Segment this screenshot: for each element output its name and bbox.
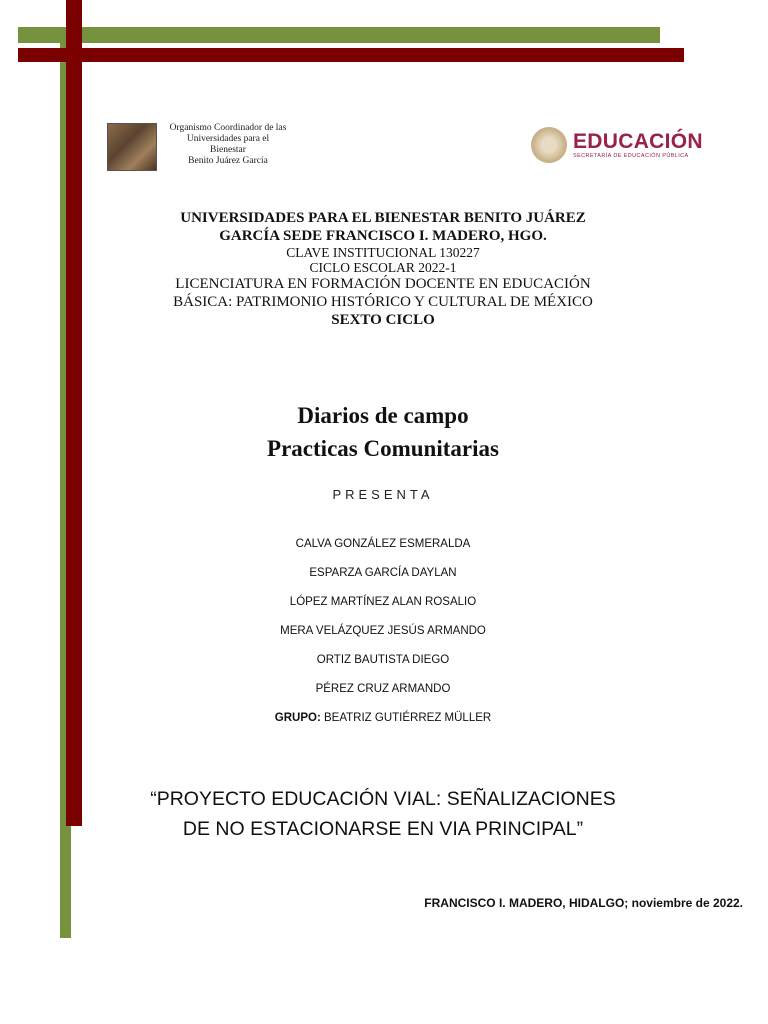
student-name: CALVA GONZÁLEZ ESMERALDA [295, 538, 471, 550]
sep-logo [531, 127, 703, 163]
licenciatura-line-1: LICENCIATURA EN FORMACIÓN DOCENTE EN EDUCACIÓN [175, 276, 591, 292]
place-date: FRANCISCO I. MADERO, HIDALGO; noviembre de 2022. [424, 896, 743, 910]
ubbj-org-name: Organismo Coordinador de las Universidades para el Bienestar Benito Juárez García [169, 123, 287, 166]
institution-line-2: GARCÍA SEDE FRANCISCO I. MADERO, HGO. [219, 228, 547, 244]
institution-block [90, 209, 676, 329]
grupo-line [90, 709, 676, 738]
frame-horizontal-red-bar [18, 48, 684, 62]
institution-line-1: UNIVERSIDADES PARA EL BIENESTAR BENITO JUÁREZ [180, 210, 586, 226]
licenciatura-line-2: BÁSICA: PATRIMONIO HISTÓRICO Y CULTURAL DE MÉXICO [173, 294, 593, 310]
ubbj-logo [107, 123, 287, 171]
student-name: LÓPEZ MARTÍNEZ ALAN ROSALIO [289, 596, 477, 608]
grupo-label: GRUPO: [274, 712, 321, 724]
clave-institucional: CLAVE INSTITUCIONAL 130227 [286, 245, 480, 260]
project-title-line-1: “PROYECTO EDUCACIÓN VIAL: SEÑALIZACIONES [150, 788, 616, 810]
presenta-label: PRESENTA [332, 487, 434, 502]
student-name: PÉREZ CRUZ ARMANDO [315, 683, 451, 695]
mexico-shield-icon [531, 127, 567, 163]
frame-horizontal-green-bar [18, 27, 660, 43]
semestre: SEXTO CICLO [331, 312, 435, 328]
student-name: ORTIZ BAUTISTA DIEGO [316, 654, 450, 666]
project-title-line-2: DE NO ESTACIONARSE EN VIA PRINCIPAL” [182, 818, 584, 840]
project-title [90, 784, 676, 844]
student-list [90, 535, 676, 738]
frame-vertical-red-bar [66, 0, 82, 826]
title-line-2: Practicas Comunitarias [267, 436, 499, 461]
title-line-1: Diarios de campo [297, 403, 469, 428]
sep-logo-title: EDUCACIÓN [573, 129, 703, 153]
document-title [90, 399, 676, 465]
student-name: ESPARZA GARCÍA DAYLAN [309, 567, 457, 579]
ubbj-seal-image [107, 123, 157, 171]
sep-logo-subtitle: SECRETARÍA DE EDUCACIÓN PÚBLICA [573, 152, 689, 159]
student-name: MERA VELÁZQUEZ JESÚS ARMANDO [280, 625, 486, 637]
ciclo-escolar: CICLO ESCOLAR 2022-1 [309, 260, 457, 275]
grupo-value: BEATRIZ GUTIÉRREZ MÜLLER [324, 712, 492, 724]
